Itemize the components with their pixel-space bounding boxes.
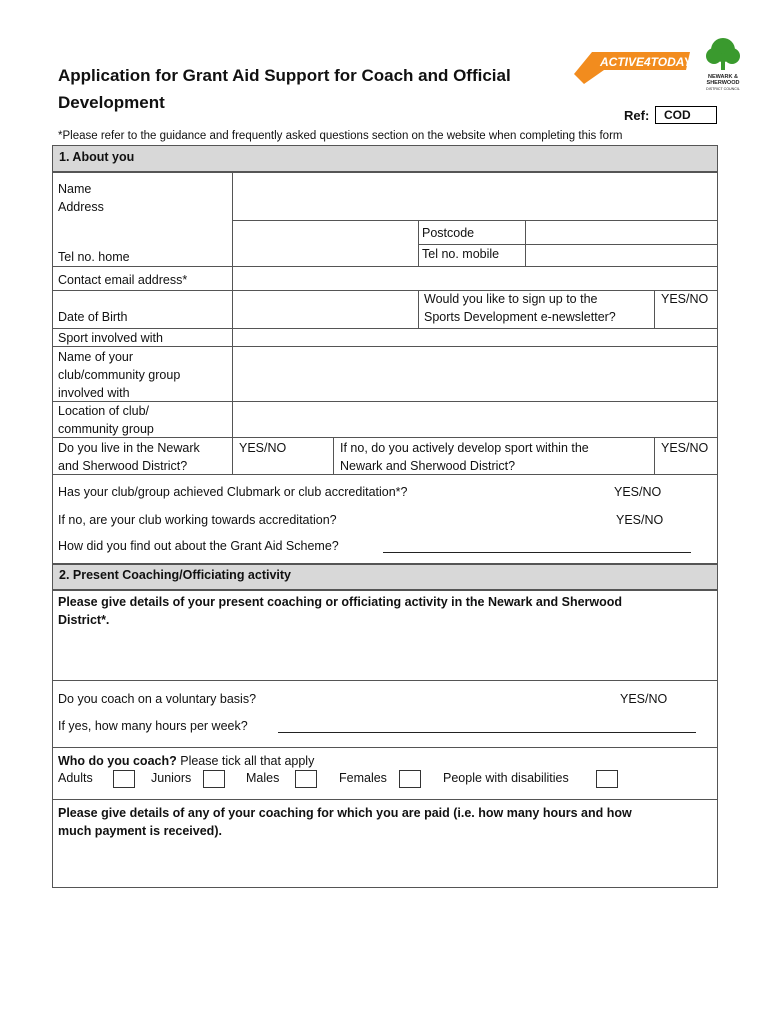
live-answer[interactable]: YES/NO [239,441,287,455]
divider [525,220,526,266]
newsletter-answer[interactable]: YES/NO [661,292,709,306]
divider [418,220,419,266]
divider [654,290,655,328]
divider [52,747,718,748]
postcode-label: Postcode [422,226,475,240]
develop-answer[interactable]: YES/NO [661,441,709,455]
option-juniors-checkbox[interactable] [203,770,225,788]
live-question-line2: and Sherwood District? [58,459,188,473]
option-juniors-label: Juniors [151,771,192,785]
working-answer[interactable]: YES/NO [616,513,664,527]
option-adults-label: Adults [58,771,93,785]
found-question: How did you find out about the Grant Aid Scheme? [58,539,339,553]
form-title-line1: Application for Grant Aid Support for Coach and Official [58,66,511,85]
tel-home-label: Tel no. home [58,250,130,264]
divider [233,220,718,221]
found-answer-line[interactable] [383,538,691,553]
option-females-checkbox[interactable] [399,770,421,788]
form-title [58,62,578,116]
dob-label: Date of Birth [58,310,128,324]
present-activity-prompt [58,593,708,629]
option-females-label: Females [339,771,387,785]
ref-label: Ref: [624,108,650,123]
tel-mobile-label: Tel no. mobile [422,247,500,261]
divider [418,290,419,328]
option-disabilities-checkbox[interactable] [596,770,618,788]
present-activity-line2: District*. [58,613,110,627]
form-title-line2: Development [58,93,165,112]
divider [52,266,718,267]
active4today-logo [570,50,696,86]
newsletter-question-line1: Would you like to sign up to the [424,292,598,306]
name-label: Name [58,182,92,196]
divider [52,290,718,291]
live-question-line1: Do you live in the Newark [58,441,200,455]
sport-label: Sport involved with [58,331,163,345]
voluntary-answer[interactable]: YES/NO [620,692,668,706]
clubmark-answer[interactable]: YES/NO [614,485,662,499]
divider [52,680,718,681]
club-label [58,348,180,402]
location-label-line2: community group [58,422,154,436]
active4today-logo-text: ACTIVE4TODAY [600,55,692,69]
nsdc-line3: DISTRICT COUNCIL [706,87,740,91]
location-label-line1: Location of club/ [58,404,150,418]
paid-coaching-line2: much payment is received). [58,824,222,838]
address-label: Address [58,200,104,214]
clubmark-question: Has your club/group achieved Clubmark or club accreditation*? [58,485,408,499]
who-coach-row [58,752,314,770]
voluntary-question: Do you coach on a voluntary basis? [58,692,257,706]
ref-value: COD [655,106,717,124]
paid-coaching-line1: Please give details of any of your coaching for which you are paid (i.e. how many hours and how [58,806,632,820]
divider [232,172,233,474]
develop-question-line1: If no, do you actively develop sport within the [340,441,589,455]
newark-sherwood-logo [700,36,746,94]
divider [52,799,718,800]
guidance-note: *Please refer to the guidance and frequently asked questions section on the website when completing this form [58,130,623,142]
newsletter-question [424,290,616,326]
divider [654,437,655,474]
section2-heading: 2. Present Coaching/Officiating activity [52,564,718,590]
newsletter-question-line2: Sports Development e-newsletter? [424,310,616,324]
club-label-line2: club/community group [58,368,181,382]
who-coach-question: Who do you coach? [58,754,177,768]
present-activity-answer-area[interactable] [58,632,708,676]
develop-question [340,439,589,475]
working-question: If no, are your club working towards accreditation? [58,513,337,527]
live-question [58,439,200,475]
hours-question: If yes, how many hours per week? [58,719,248,733]
nsdc-line1: NEWARK & [708,74,738,80]
paid-coaching-prompt [58,804,708,840]
hours-answer-line[interactable] [278,718,696,733]
option-adults-checkbox[interactable] [113,770,135,788]
option-disabilities-label: People with disabilities [443,771,569,785]
option-males-label: Males [246,771,280,785]
develop-question-line2: Newark and Sherwood District? [340,459,516,473]
option-males-checkbox[interactable] [295,770,317,788]
section1-heading: 1. About you [52,145,718,172]
club-label-line1: Name of your [58,350,134,364]
nsdc-line2: SHERWOOD [706,80,740,86]
email-label: Contact email address* [58,273,188,287]
location-label [58,402,154,438]
present-activity-line1: Please give details of your present coaching or officiating activity in the Newark and Sherwood [58,595,623,609]
club-label-line3: involved with [58,386,130,400]
paid-coaching-answer-area[interactable] [58,842,708,884]
who-coach-hint: Please tick all that apply [180,754,315,768]
divider [333,437,334,474]
